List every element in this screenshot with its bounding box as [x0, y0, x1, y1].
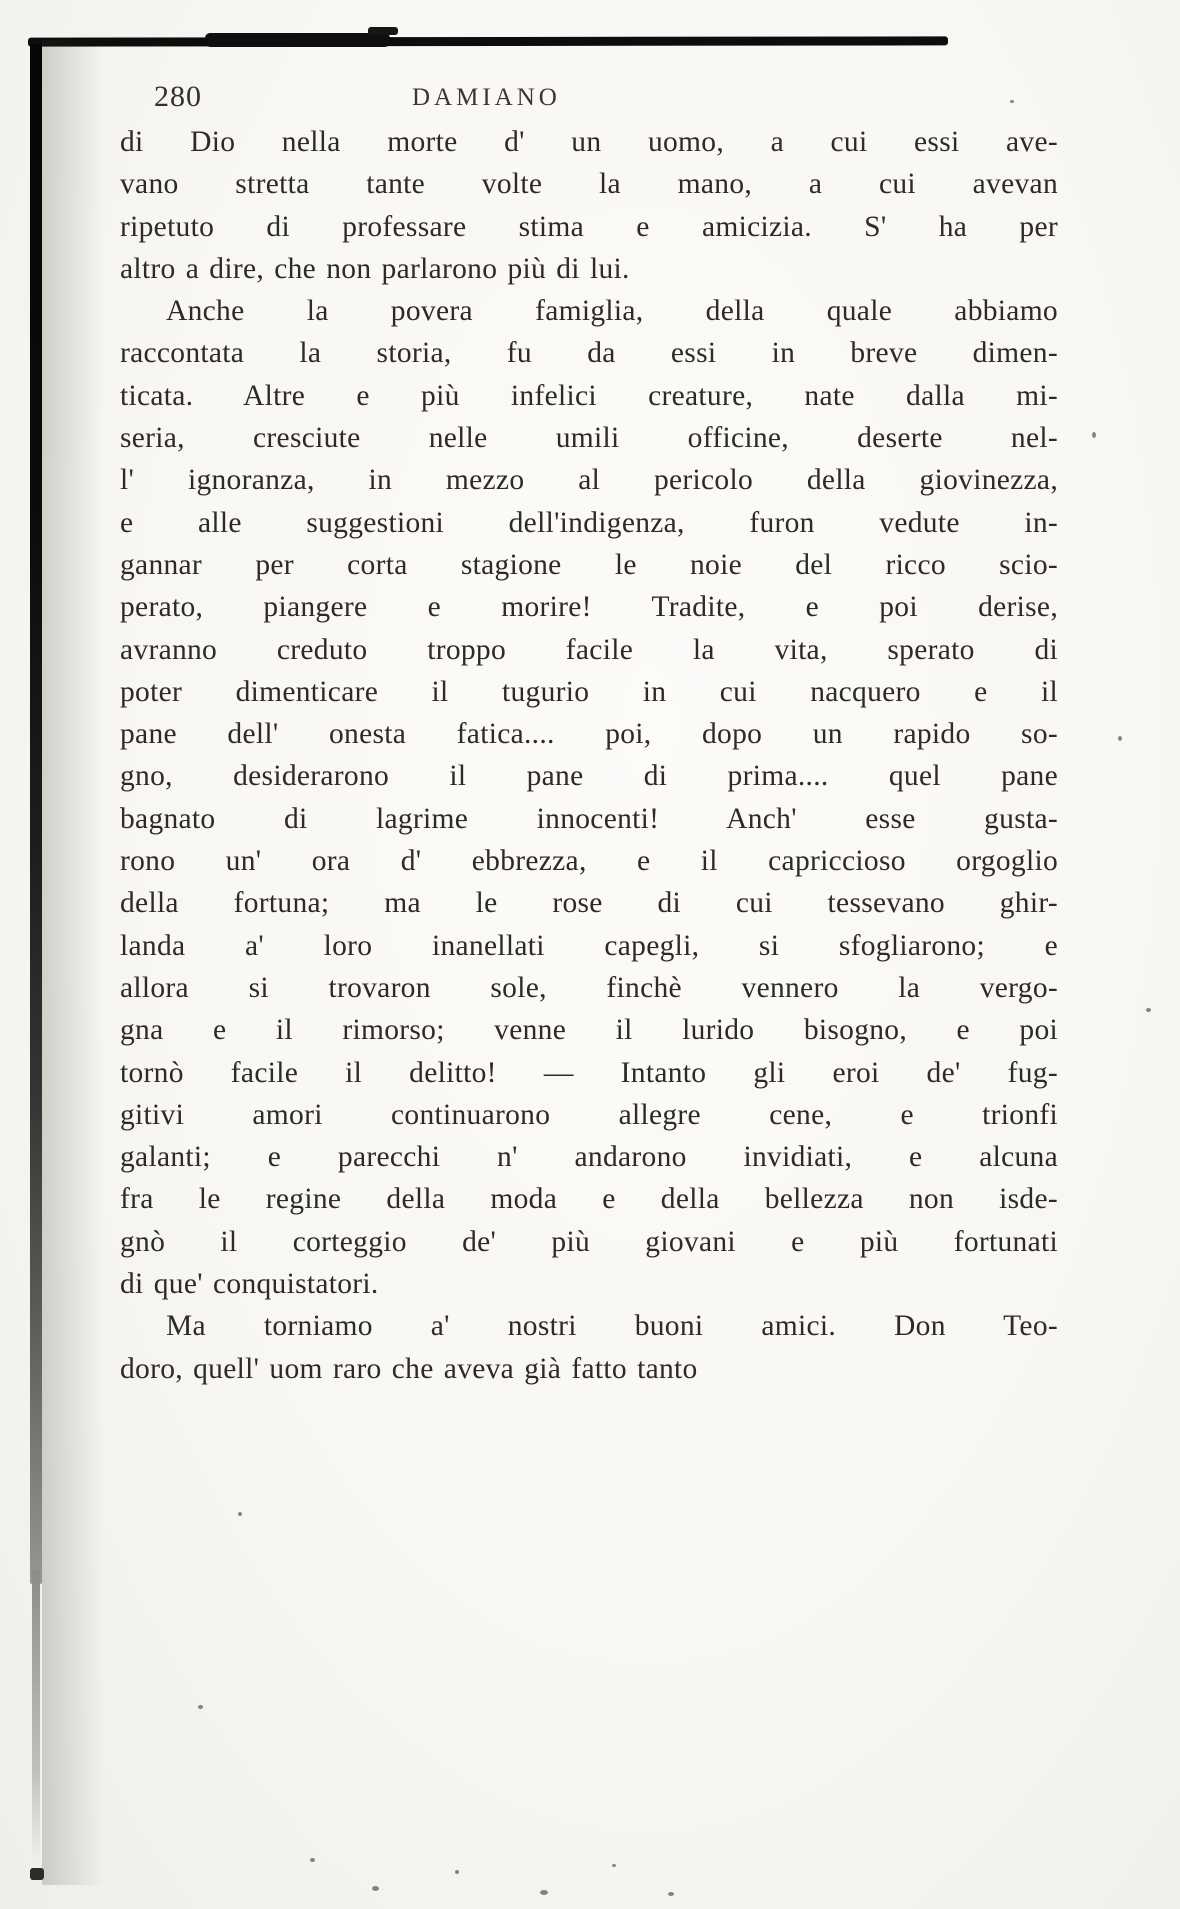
- text-line: vano stretta tante volte la mano, a cui avevan: [120, 168, 1058, 201]
- page-text: [120, 121, 1058, 1390]
- text-line: rono un' ora d' ebbrezza, e il capriccioso orgoglio: [120, 845, 1058, 878]
- scan-edge-top: [28, 36, 948, 46]
- text-line: gnò il corteggio de' più giovani e più fortunati: [120, 1225, 1058, 1258]
- text-line: ticata. Altre e più infelici creature, nate dalla mi-: [120, 379, 1058, 412]
- text-line: ripetuto di professare stima e amicizia. S' ha per: [120, 210, 1058, 243]
- text-line: pane dell' onesta fatica.... poi, dopo un rapido so-: [120, 718, 1058, 751]
- scan-edge-top-bump: [205, 33, 390, 47]
- text-line: della fortuna; ma le rose di cui tessevano ghir-: [120, 887, 1058, 920]
- text-line: avranno creduto troppo facile la vita, sperato di: [120, 633, 1058, 666]
- text-line: galanti; e parecchi n' andarono invidiati, e alcuna: [120, 1141, 1058, 1174]
- text-line: gitivi amori continuarono allegre cene, e trionfi: [120, 1098, 1058, 1131]
- running-title: DAMIANO: [412, 84, 561, 111]
- scan-noise: [310, 1858, 315, 1862]
- text-line: di que' conquistatori.: [120, 1268, 379, 1301]
- text-line: e alle suggestioni dell'indigenza, furon vedute in-: [120, 506, 1058, 539]
- scan-edge-left-fade: [32, 1570, 40, 1860]
- text-line: seria, cresciute nelle umili officine, deserte nel-: [120, 422, 1058, 455]
- text-line: landa a' loro inanellati capegli, si sfogliarono; e: [120, 929, 1058, 962]
- text-line: Ma torniamo a' nostri buoni amici. Don Teo-: [166, 1310, 1058, 1343]
- scan-edge-top-tick: [368, 27, 398, 35]
- text-line: di Dio nella morte d' un uomo, a cui essi ave-: [120, 126, 1058, 158]
- scan-edge-left: [30, 44, 42, 1584]
- text-line: gno, desiderarono il pane di prima.... quel pane: [120, 760, 1058, 793]
- scan-noise: [668, 1892, 674, 1896]
- text-line: raccontata la storia, fu da essi in breve dimen-: [120, 337, 1058, 370]
- scan-noise: [372, 1886, 379, 1891]
- scan-noise: [540, 1890, 548, 1895]
- text-line: fra le regine della moda e della bellezza non isde-: [120, 1183, 1058, 1216]
- scan-noise: [455, 1870, 459, 1874]
- scan-noise: [1118, 736, 1122, 741]
- text-line: gna e il rimorso; venne il lurido bisogno, e poi: [120, 1014, 1058, 1047]
- text-line: altro a dire, che non parlarono più di lui.: [120, 252, 630, 285]
- scan-noise: [1092, 432, 1096, 438]
- text-line: gannar per corta stagione le noie del ricco scio-: [120, 548, 1058, 581]
- scan-noise: [1010, 100, 1014, 103]
- scan-noise: [238, 1512, 242, 1516]
- page-number: 280: [154, 80, 202, 113]
- text-line: perato, piangere e morire! Tradite, e poi derise,: [120, 591, 1058, 624]
- text-line: Anche la povera famiglia, della quale abbiamo: [166, 295, 1058, 328]
- scan-noise: [612, 1864, 616, 1867]
- gutter-shadow: [42, 40, 104, 1885]
- scan-noise: [198, 1705, 203, 1709]
- text-line: l' ignoranza, in mezzo al pericolo della giovinezza,: [120, 464, 1058, 497]
- page-header: [120, 78, 1060, 122]
- scan-noise: [1146, 1008, 1151, 1012]
- text-line: tornò facile il delitto! — Intanto gli eroi de' fug-: [120, 1056, 1058, 1089]
- text-line: doro, quell' uom raro che aveva già fatto tanto: [120, 1352, 698, 1385]
- text-line: allora si trovaron sole, finchè vennero la vergo-: [120, 971, 1058, 1004]
- text-line: bagnato di lagrime innocenti! Anch' esse gusta-: [120, 802, 1058, 835]
- text-line: poter dimenticare il tugurio in cui nacquero e il: [120, 675, 1058, 708]
